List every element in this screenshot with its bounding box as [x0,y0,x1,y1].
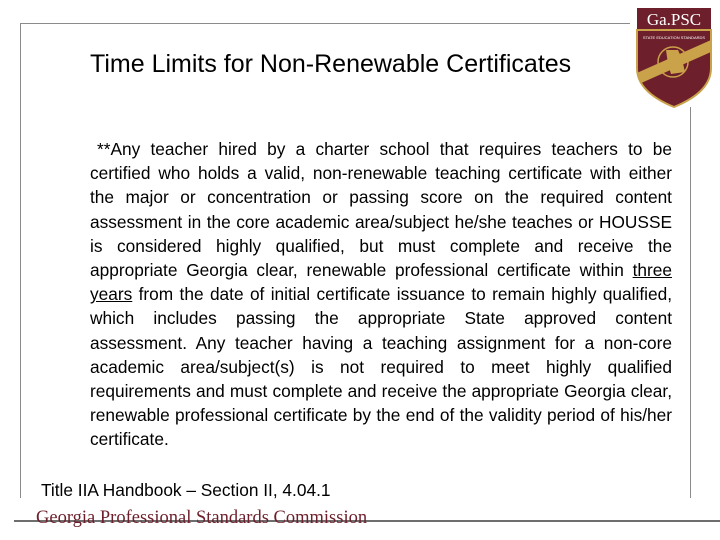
footer-organization-name: Georgia Professional Standards Commission [36,508,368,528]
body-text-part-2: from the date of initial certificate issuance to remain highly qualified, which includes passing the appropriate State approved content assessment. Any teacher having a teaching assignment for a non-core academic area/subject(s) is not required to meet highly qualified requirements and must complete and receive the appropriate Georgia clear, renewable professional certificate by the end of the validity period of his/her certificate. [90,284,672,450]
logo-name: Ga.PSC [646,10,702,29]
frame-left-border [20,23,21,498]
slide-title: Time Limits for Non-Renewable Certificates [90,50,572,78]
frame-right-border [690,107,691,498]
underlined-time-limit: three years [90,260,672,305]
body-paragraph [90,137,672,452]
citation: Title IIA Handbook – Section II, 4.04.1 [41,480,331,500]
gapsc-logo [635,6,713,108]
logo-seal-text: STATE EDUCATION STANDARDS [642,35,706,40]
frame-top-border [20,23,630,24]
body-text-part-1: **Any teacher hired by a charter school that requires teachers to be certified who holds a valid, non-renewable teaching certificate with either the major or concentration or passing score on the required content assessment in the core academic area/subject he/she teaches or HOUSSE is considered highly qualified, but must complete and receive the appropriate Georgia clear, renewable professional certificate within [90,139,672,281]
